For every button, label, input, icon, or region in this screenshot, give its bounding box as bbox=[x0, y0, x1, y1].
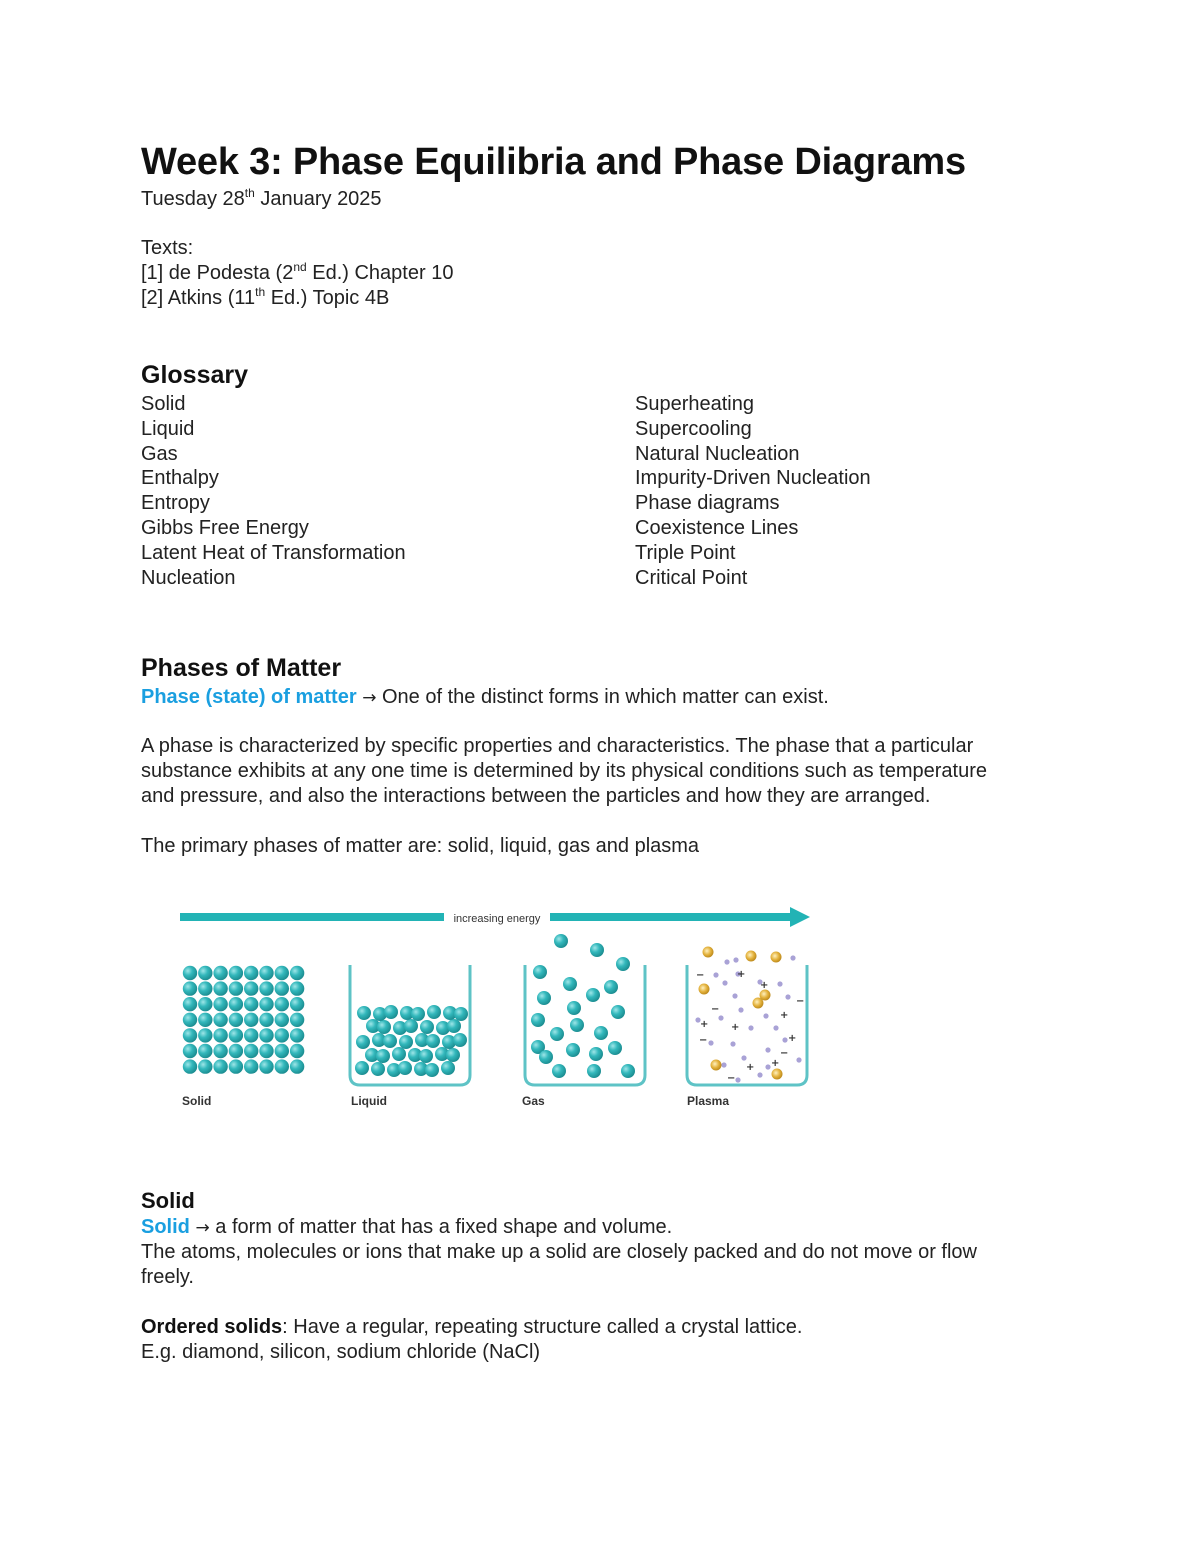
plasma-ion bbox=[703, 947, 714, 958]
solid-particle bbox=[275, 981, 289, 995]
date-day: Tuesday 28 bbox=[141, 188, 245, 210]
plasma-electron bbox=[763, 1013, 768, 1018]
positive-charge: + bbox=[700, 1019, 709, 1030]
gas-particle bbox=[563, 977, 577, 991]
solid-particle bbox=[198, 966, 212, 980]
plasma-electron bbox=[785, 994, 790, 999]
liquid-particle bbox=[426, 1034, 440, 1048]
gas-particle bbox=[587, 1064, 601, 1078]
solid-particle bbox=[259, 981, 273, 995]
plasma-electron bbox=[732, 993, 737, 998]
plasma-electron bbox=[724, 959, 729, 964]
solid-particle bbox=[198, 1059, 212, 1073]
negative-charge: − bbox=[696, 970, 705, 981]
plasma-electron bbox=[777, 981, 782, 986]
solid-particle bbox=[275, 1013, 289, 1027]
texts-heading: Texts: bbox=[141, 237, 194, 259]
gas-particle bbox=[616, 957, 630, 971]
plasma-ion bbox=[753, 998, 764, 1009]
plasma-electron bbox=[790, 955, 795, 960]
plasma-electron bbox=[722, 980, 727, 985]
states-of-matter-figure bbox=[168, 900, 818, 1115]
liquid-particle bbox=[453, 1033, 467, 1047]
reference-2-sup: th bbox=[255, 285, 266, 299]
solid-term: Solid bbox=[141, 1216, 190, 1238]
phases-heading: Phases of Matter bbox=[141, 654, 342, 682]
liquid-particle bbox=[419, 1049, 433, 1063]
glossary-heading: Glossary bbox=[141, 361, 249, 389]
liquid-particle bbox=[411, 1007, 425, 1021]
phase-paragraph bbox=[141, 734, 987, 809]
glossary-term: Impurity-Driven Nucleation bbox=[635, 467, 871, 490]
gas-particle bbox=[586, 988, 600, 1002]
glossary-right-column bbox=[635, 392, 871, 590]
liquid-particle bbox=[377, 1020, 391, 1034]
liquid-particle bbox=[357, 1006, 371, 1020]
arrow-head bbox=[790, 907, 810, 927]
ordered-solids-definition: : Have a regular, repeating structure called a crystal lattice. bbox=[282, 1316, 803, 1338]
liquid-particles bbox=[355, 1005, 468, 1077]
reference-1 bbox=[141, 261, 453, 286]
increasing-energy-arrow bbox=[180, 907, 810, 927]
phase-definition bbox=[141, 685, 829, 711]
glossary-term: Enthalpy bbox=[141, 467, 219, 490]
solid-particle bbox=[213, 966, 227, 980]
liquid-particle bbox=[454, 1007, 468, 1021]
plasma-electron bbox=[708, 1040, 713, 1045]
glossary-term: Solid bbox=[141, 393, 186, 415]
glossary-term: Entropy bbox=[141, 492, 210, 515]
positive-charge: + bbox=[746, 1062, 755, 1073]
glossary-term: Nucleation bbox=[141, 566, 236, 589]
date-suffix: th bbox=[244, 186, 255, 200]
liquid-particle bbox=[425, 1063, 439, 1077]
glossary-term: Triple Point bbox=[635, 541, 736, 564]
solid-particle bbox=[259, 1028, 273, 1042]
paragraph-line: The atoms, molecules or ions that make up a solid are closely packed and do not move or flow bbox=[141, 1241, 977, 1263]
gas-particle bbox=[604, 980, 618, 994]
solid-particle bbox=[244, 1028, 258, 1042]
gas-particle bbox=[621, 1064, 635, 1078]
negative-charge: − bbox=[727, 1073, 736, 1084]
solid-particle bbox=[244, 981, 258, 995]
solid-definition bbox=[141, 1215, 672, 1241]
liquid-particle bbox=[399, 1035, 413, 1049]
plasma-electron bbox=[765, 1047, 770, 1052]
ordered-solids-term: Ordered solids bbox=[141, 1316, 283, 1338]
ordered-solids bbox=[141, 1315, 802, 1340]
gas-particle bbox=[594, 1026, 608, 1040]
solid-particle bbox=[290, 981, 304, 995]
solid-particle bbox=[275, 966, 289, 980]
liquid-particle bbox=[384, 1005, 398, 1019]
negative-charge: − bbox=[699, 1035, 708, 1046]
plasma-electron bbox=[718, 1015, 723, 1020]
glossary-term: Superheating bbox=[635, 393, 754, 415]
solid-particle bbox=[198, 1028, 212, 1042]
reference-2 bbox=[141, 286, 389, 311]
solid-particle bbox=[259, 997, 273, 1011]
solid-particle bbox=[275, 1059, 289, 1073]
solid-particle bbox=[183, 1013, 197, 1027]
solid-heading: Solid bbox=[141, 1188, 195, 1213]
solid-particle bbox=[183, 966, 197, 980]
solid-particle bbox=[183, 1044, 197, 1058]
positive-charge: + bbox=[780, 1010, 789, 1021]
gas-particle bbox=[611, 1005, 625, 1019]
solid-particle bbox=[213, 1059, 227, 1073]
reference-2-pre: [2] Atkins (11 bbox=[141, 287, 256, 309]
plasma-ion bbox=[772, 1069, 783, 1080]
liquid-particle bbox=[355, 1061, 369, 1075]
solid-particle bbox=[259, 966, 273, 980]
primary-phases-sentence: The primary phases of matter are: solid, liquid, gas and plasma bbox=[141, 835, 700, 857]
solid-particle bbox=[244, 1013, 258, 1027]
solid-particle bbox=[275, 1028, 289, 1042]
liquid-particle bbox=[356, 1035, 370, 1049]
solid-particle bbox=[290, 997, 304, 1011]
positive-charge: + bbox=[788, 1033, 797, 1044]
plasma-electron bbox=[730, 1041, 735, 1046]
gas-particle bbox=[550, 1027, 564, 1041]
solid-particle bbox=[275, 1044, 289, 1058]
gas-label: Gas bbox=[522, 1094, 545, 1108]
solid-particle bbox=[183, 1028, 197, 1042]
paragraph-line: A phase is characterized by specific properties and characteristics. The phase that a particular bbox=[141, 735, 974, 757]
liquid-particle bbox=[376, 1049, 390, 1063]
glossary-term: Latent Heat of Transformation bbox=[141, 541, 406, 564]
solid-label: Solid bbox=[182, 1094, 212, 1108]
phase-definition-text: One of the distinct forms in which matter can exist. bbox=[376, 686, 829, 708]
right-arrow-icon: → bbox=[195, 1218, 210, 1238]
liquid-particle bbox=[392, 1047, 406, 1061]
plasma-ion bbox=[711, 1060, 722, 1071]
date-rest: January 2025 bbox=[254, 188, 382, 210]
negative-charge: − bbox=[780, 1048, 789, 1059]
solid-particle bbox=[259, 1013, 273, 1027]
glossary-term: Liquid bbox=[141, 417, 195, 440]
solid-particle bbox=[229, 1028, 243, 1042]
lecture-date bbox=[141, 187, 382, 212]
solid-particle bbox=[229, 997, 243, 1011]
solid-particle bbox=[229, 1044, 243, 1058]
glossary-term: Gibbs Free Energy bbox=[141, 516, 309, 539]
glossary-term: Gas bbox=[141, 442, 178, 465]
solid-particle bbox=[198, 981, 212, 995]
gas-particle bbox=[533, 965, 547, 979]
liquid-particle bbox=[446, 1048, 460, 1062]
gas-particle bbox=[570, 1018, 584, 1032]
plasma-ion bbox=[746, 951, 757, 962]
negative-charge: − bbox=[711, 1004, 720, 1015]
negative-charge: − bbox=[796, 996, 805, 1007]
plasma-electron bbox=[765, 1064, 770, 1069]
solid-particle bbox=[229, 1013, 243, 1027]
ordered-solids-example: E.g. diamond, silicon, sodium chloride (NaCl) bbox=[141, 1341, 541, 1363]
solid-particle bbox=[244, 966, 258, 980]
plasma-particles bbox=[695, 947, 804, 1085]
reference-2-post: Ed.) Topic 4B bbox=[265, 287, 390, 309]
solid-particle bbox=[229, 981, 243, 995]
gas-particle bbox=[552, 1064, 566, 1078]
page-title: Week 3: Phase Equilibria and Phase Diagrams bbox=[141, 141, 966, 183]
gas-particle bbox=[554, 934, 568, 948]
glossary-term: Critical Point bbox=[635, 566, 748, 589]
solid-particle bbox=[290, 1044, 304, 1058]
solid-particle bbox=[213, 1013, 227, 1027]
glossary-term: Coexistence Lines bbox=[635, 516, 799, 539]
plasma-electron bbox=[735, 1077, 740, 1082]
positive-charge: + bbox=[771, 1058, 780, 1069]
solid-particle bbox=[244, 1044, 258, 1058]
glossary-term: Natural Nucleation bbox=[635, 442, 800, 465]
liquid-particle bbox=[441, 1061, 455, 1075]
plasma-electron bbox=[796, 1057, 801, 1062]
solid-particle bbox=[213, 1028, 227, 1042]
reference-1-post: Ed.) Chapter 10 bbox=[306, 262, 454, 284]
solid-particle bbox=[244, 1059, 258, 1073]
glossary-term: Supercooling bbox=[635, 417, 752, 440]
gas-particle bbox=[608, 1041, 622, 1055]
plasma-label: Plasma bbox=[687, 1094, 730, 1108]
liquid-particle bbox=[404, 1019, 418, 1033]
solid-definition-text: a form of matter that has a fixed shape and volume. bbox=[209, 1216, 673, 1238]
solid-particle bbox=[290, 1028, 304, 1042]
solid-particle bbox=[259, 1044, 273, 1058]
reference-1-pre: [1] de Podesta (2 bbox=[141, 262, 294, 284]
solid-lattice bbox=[183, 966, 304, 1074]
paragraph-line: freely. bbox=[141, 1266, 194, 1288]
plasma-electron bbox=[757, 1072, 762, 1077]
gas-particle bbox=[589, 1047, 603, 1061]
plasma-electron bbox=[773, 1025, 778, 1030]
liquid-particle bbox=[383, 1034, 397, 1048]
reference-1-sup: nd bbox=[293, 260, 307, 274]
phase-term: Phase (state) of matter bbox=[141, 686, 357, 708]
glossary-term: Phase diagrams bbox=[635, 492, 780, 515]
solid-particle bbox=[198, 1013, 212, 1027]
positive-charge: + bbox=[760, 980, 769, 991]
solid-particle bbox=[229, 966, 243, 980]
gas-particles bbox=[531, 934, 635, 1078]
liquid-particle bbox=[371, 1062, 385, 1076]
plasma-electron bbox=[721, 1062, 726, 1067]
plasma-electron bbox=[713, 972, 718, 977]
gas-particle bbox=[590, 943, 604, 957]
solid-particle bbox=[213, 997, 227, 1011]
solid-particle bbox=[213, 1044, 227, 1058]
plasma-electron bbox=[741, 1055, 746, 1060]
plasma-electron bbox=[738, 1007, 743, 1012]
right-arrow-icon: → bbox=[362, 688, 377, 708]
solid-particle bbox=[198, 1044, 212, 1058]
solid-particle bbox=[275, 997, 289, 1011]
liquid-particle bbox=[447, 1019, 461, 1033]
solid-particle bbox=[183, 981, 197, 995]
plasma-ion bbox=[771, 952, 782, 963]
solid-particle bbox=[213, 981, 227, 995]
solid-particle bbox=[183, 997, 197, 1011]
gas-particle bbox=[539, 1050, 553, 1064]
solid-particle bbox=[183, 1059, 197, 1073]
gas-particle bbox=[567, 1001, 581, 1015]
gas-particle bbox=[531, 1013, 545, 1027]
positive-charge: + bbox=[731, 1022, 740, 1033]
paragraph-line: substance exhibits at any one time is determined by its physical conditions such as temperature bbox=[141, 760, 987, 782]
solid-particle bbox=[229, 1059, 243, 1073]
liquid-particle bbox=[398, 1061, 412, 1075]
liquid-particle bbox=[420, 1020, 434, 1034]
liquid-label: Liquid bbox=[351, 1094, 387, 1108]
plasma-electron bbox=[748, 1025, 753, 1030]
solid-particle bbox=[290, 1013, 304, 1027]
glossary-left-column bbox=[141, 392, 406, 590]
gas-particle bbox=[566, 1043, 580, 1057]
liquid-particle bbox=[427, 1005, 441, 1019]
solid-particle bbox=[198, 997, 212, 1011]
arrow-label: increasing energy bbox=[453, 913, 541, 925]
plasma-electron bbox=[782, 1037, 787, 1042]
solid-particle bbox=[290, 1059, 304, 1073]
paragraph-line: and pressure, and also the interactions between the particles and how they are arranged. bbox=[141, 785, 931, 807]
plasma-ion bbox=[699, 984, 710, 995]
solid-particle bbox=[259, 1059, 273, 1073]
plasma-electron bbox=[733, 957, 738, 962]
positive-charge: + bbox=[737, 969, 746, 980]
gas-particle bbox=[537, 991, 551, 1005]
solid-paragraph bbox=[141, 1240, 977, 1290]
solid-particle bbox=[290, 966, 304, 980]
solid-particle bbox=[244, 997, 258, 1011]
